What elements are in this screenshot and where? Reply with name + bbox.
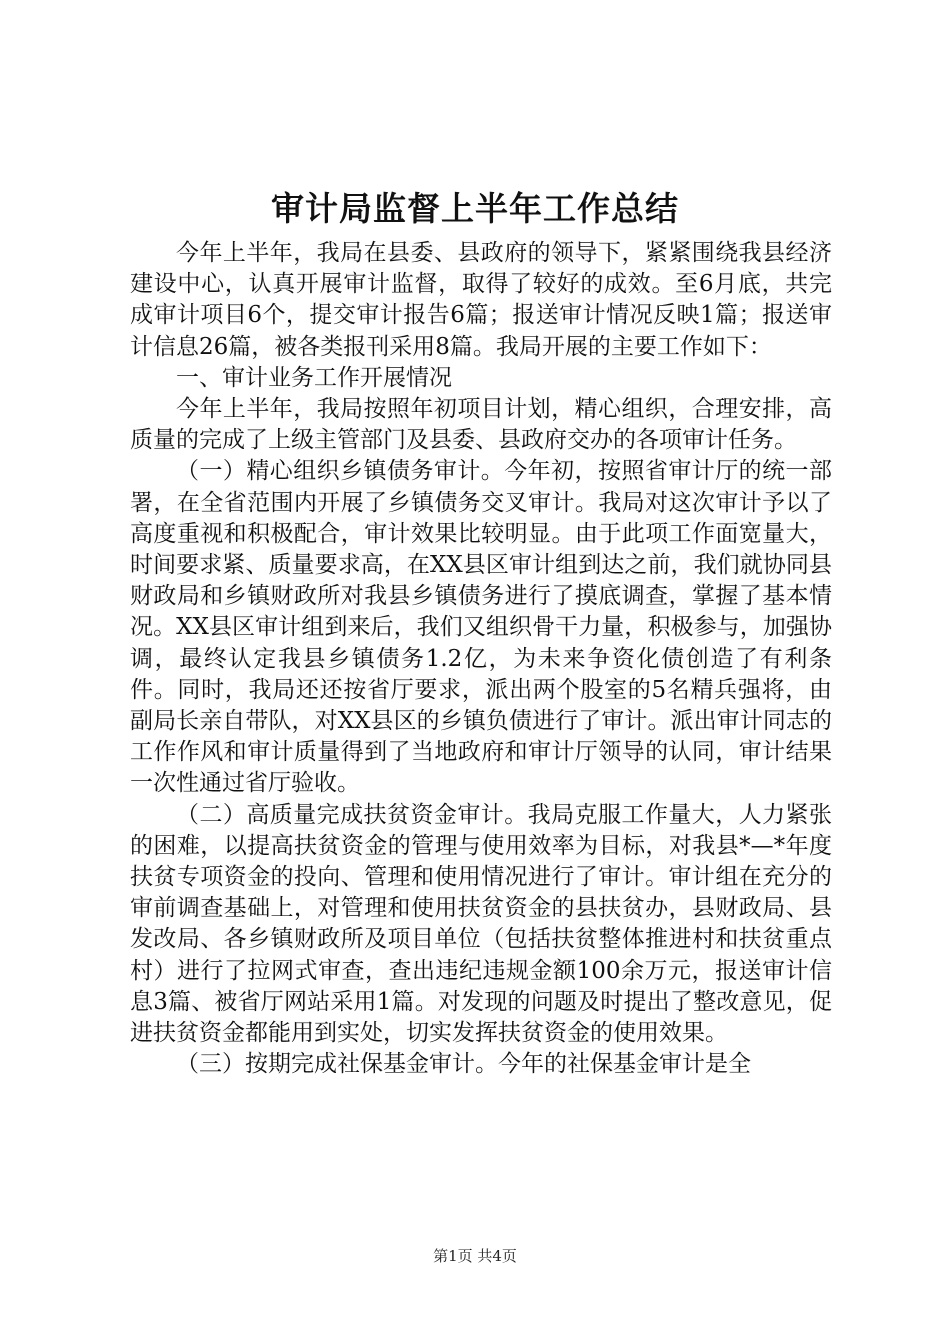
item-2-paragraph: （二）高质量完成扶贫资金审计。我局克服工作量大，人力紧张的困难，以提高扶贫资金的管理与使用效率为目标，对我县*—*年度扶贫专项资金的投向、管理和使用情况进行了审计。审计组在充分的审前调查基础上，对管理和使用扶贫资金的县扶贫办，县财政局、县发改局、各乡镇财政所及项目单位（包括扶贫整体推进村和扶贫重点村）进行了拉网式审查，查出违纪违规金额100余万元，报送审计信息3篇、被省厅网站采用1篇。对发现的问题及时提出了整改意见，促进扶贫资金都能用到实处，切实发挥扶贫资金的使用效果。: [130, 801, 832, 1047]
page-number-footer: 第1页 共4页: [433, 1247, 517, 1265]
item-3-paragraph: （三）按期完成社保基金审计。今年的社保基金审计是全: [176, 1051, 751, 1078]
item-1-paragraph: （一）精心组织乡镇债务审计。今年初，按照省审计厅的统一部署，在全省范围内开展了乡镇债务交叉审计。我局对这次审计予以了高度重视和积极配合，审计效果比较明显。由于此项工作面宽量大，时间要求紧、质量要求高，在XX县区审计组到达之前，我们就协同县财政局和乡镇财政所对我县乡镇债务进行了摸底调查，掌握了基本情况。XX县区审计组到来后，我们又组织骨干力量，积极参与，加强协调，最终认定我县乡镇债务1.2亿，为未来争资化债创造了有利条件。同时，我局还还按省厅要求，派出两个股室的5名精兵强将，由副局长亲自带队，对XX县区的乡镇负债进行了审计。派出审计同志的工作作风和审计质量得到了当地政府和审计厅领导的认同，审计结果一次性通过省厅验收。: [130, 458, 832, 797]
intro-paragraph: 今年上半年，我局在县委、县政府的领导下，紧紧围绕我县经济建设中心，认真开展审计监督，取得了较好的成效。至6月底，共完成审计项目6个，提交审计报告6篇；报送审计情况反映1篇；报送审计信息26篇，被各类报刊采用8篇。我局开展的主要工作如下：: [130, 240, 832, 360]
section-summary-paragraph: 今年上半年，我局按照年初项目计划，精心组织，合理安排，高质量的完成了上级主管部门及县委、县政府交办的各项审计任务。: [130, 396, 832, 454]
section-heading: 一、审计业务工作开展情况: [176, 364, 452, 391]
document-body: [130, 238, 832, 1080]
document-title: 审计局监督上半年工作总结: [271, 189, 679, 228]
